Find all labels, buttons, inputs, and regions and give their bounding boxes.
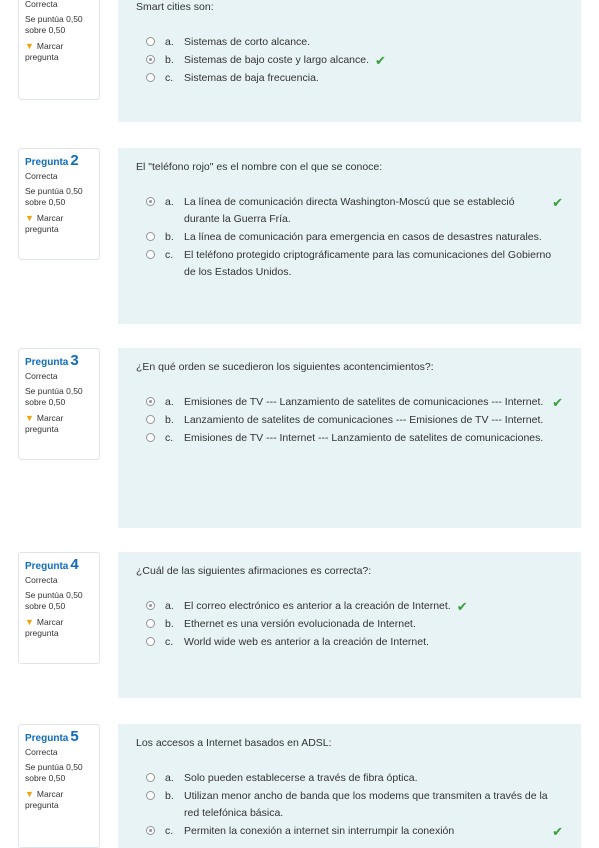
question-state: Correcta <box>25 747 58 757</box>
answer-option-b[interactable]: b. Ethernet es una versión evolucionada de Internet. <box>136 616 563 633</box>
radio-button[interactable] <box>146 397 155 406</box>
radio-button[interactable] <box>146 73 155 82</box>
question-text: Los accesos a Internet basados en ADSL: <box>136 737 332 749</box>
radio-button[interactable] <box>146 55 155 64</box>
flag-question-link[interactable]: ▼ Marcar pregunta <box>25 789 64 810</box>
question-content <box>118 552 581 698</box>
question-content <box>118 348 581 528</box>
flag-icon: ▼ <box>25 41 34 51</box>
answer-option-c[interactable]: c. World wide web es anterior a la creación de Internet. <box>136 634 563 651</box>
question-content <box>118 148 581 324</box>
question-state: Correcta <box>25 0 58 9</box>
flag-question-link[interactable]: ▼ Marcar pregunta <box>25 41 64 62</box>
radio-button[interactable] <box>146 601 155 610</box>
flag-question-link[interactable]: ▼ Marcar pregunta <box>25 617 64 638</box>
check-icon: ✔ <box>456 599 468 614</box>
question-text: ¿En qué orden se sucedieron los siguientes acontencimientos?: <box>136 361 434 373</box>
answer-option-c[interactable]: c. Sistemas de baja frecuencia. <box>136 70 563 87</box>
answer-option-a[interactable]: a. Solo pueden establecerse a través de fibra óptica. <box>136 770 563 787</box>
check-icon: ✔ <box>375 53 386 68</box>
question-grade: Se puntúa 0,50 sobre 0,50 <box>25 14 83 35</box>
answer-option-a[interactable]: a. La línea de comunicación directa Washington-Moscú que se estableció durante la Guerra Fría. ✔ <box>136 194 563 228</box>
check-icon: ✔ <box>552 195 563 210</box>
question-number: Pregunta 5 <box>25 728 79 745</box>
flag-icon: ▼ <box>25 213 34 223</box>
radio-button[interactable] <box>146 773 155 782</box>
radio-button[interactable] <box>146 37 155 46</box>
answer-option-c[interactable]: c. El teléfono protegido criptográficamente para las comunicaciones del Gobierno de los Estados Unidos. <box>136 247 563 281</box>
question-text: ¿Cuál de las siguientes afirmaciones es correcta?: <box>136 565 372 577</box>
radio-button[interactable] <box>146 619 155 628</box>
question-number: Pregunta 3 <box>25 352 79 369</box>
question-grade: Se puntúa 0,50 sobre 0,50 <box>25 186 83 207</box>
question-number: Pregunta 4 <box>25 556 79 573</box>
radio-button[interactable] <box>146 791 155 800</box>
question-state: Correcta <box>25 171 58 181</box>
question-state: Correcta <box>25 371 58 381</box>
answer-option-c[interactable]: c. Emisiones de TV --- Internet --- Lanzamiento de satelites de comunicaciones. <box>136 430 563 447</box>
question-info <box>18 0 100 100</box>
answer-option-a[interactable]: a. El correo electrónico es anterior a la creación de Internet. ✔ <box>136 598 563 615</box>
flag-question-link[interactable]: ▼ Marcar pregunta <box>25 213 64 234</box>
question-grade: Se puntúa 0,50 sobre 0,50 <box>25 386 83 407</box>
radio-button[interactable] <box>146 232 155 241</box>
radio-button[interactable] <box>146 250 155 259</box>
answer-option-a[interactable]: a. Sistemas de corto alcance. <box>136 34 563 51</box>
flag-icon: ▼ <box>25 413 34 423</box>
answer-option-b[interactable]: b. Lanzamiento de satelites de comunicaciones --- Emisiones de TV --- Internet. <box>136 412 563 429</box>
question-number: Pregunta 2 <box>25 152 79 169</box>
answer-option-c[interactable]: c. Permiten la conexión a internet sin interrumpir la conexión ✔ <box>136 823 563 840</box>
answer-option-b[interactable]: b. La línea de comunicación para emergencia en casos de desastres naturales. <box>136 229 563 246</box>
question-info <box>18 148 100 260</box>
answer-option-a[interactable]: a. Emisiones de TV --- Lanzamiento de satelites de comunicaciones --- Internet. ✔ <box>136 394 563 411</box>
check-icon: ✔ <box>552 395 563 410</box>
question-text: Smart cities son: <box>136 1 214 13</box>
flag-question-link[interactable]: ▼ Marcar pregunta <box>25 413 64 434</box>
answer-option-b[interactable]: b. Utilizan menor ancho de banda que los modems que transmiten a través de la red telefónica básica. <box>136 788 563 822</box>
question-content <box>118 724 581 848</box>
radio-button[interactable] <box>146 637 155 646</box>
flag-icon: ▼ <box>25 617 34 627</box>
question-content <box>118 0 581 122</box>
radio-button[interactable] <box>146 197 155 206</box>
radio-button[interactable] <box>146 433 155 442</box>
radio-button[interactable] <box>146 415 155 424</box>
question-info <box>18 724 100 848</box>
question-grade: Se puntúa 0,50 sobre 0,50 <box>25 590 83 611</box>
check-icon: ✔ <box>552 824 563 839</box>
answer-option-b[interactable]: b. Sistemas de bajo coste y largo alcance. ✔ <box>136 52 563 69</box>
question-text: El "teléfono rojo" es el nombre con el que se conoce: <box>136 161 383 173</box>
radio-button[interactable] <box>146 826 155 835</box>
question-info <box>18 552 100 664</box>
question-info <box>18 348 100 460</box>
question-grade: Se puntúa 0,50 sobre 0,50 <box>25 762 83 783</box>
flag-icon: ▼ <box>25 789 34 799</box>
question-state: Correcta <box>25 575 58 585</box>
